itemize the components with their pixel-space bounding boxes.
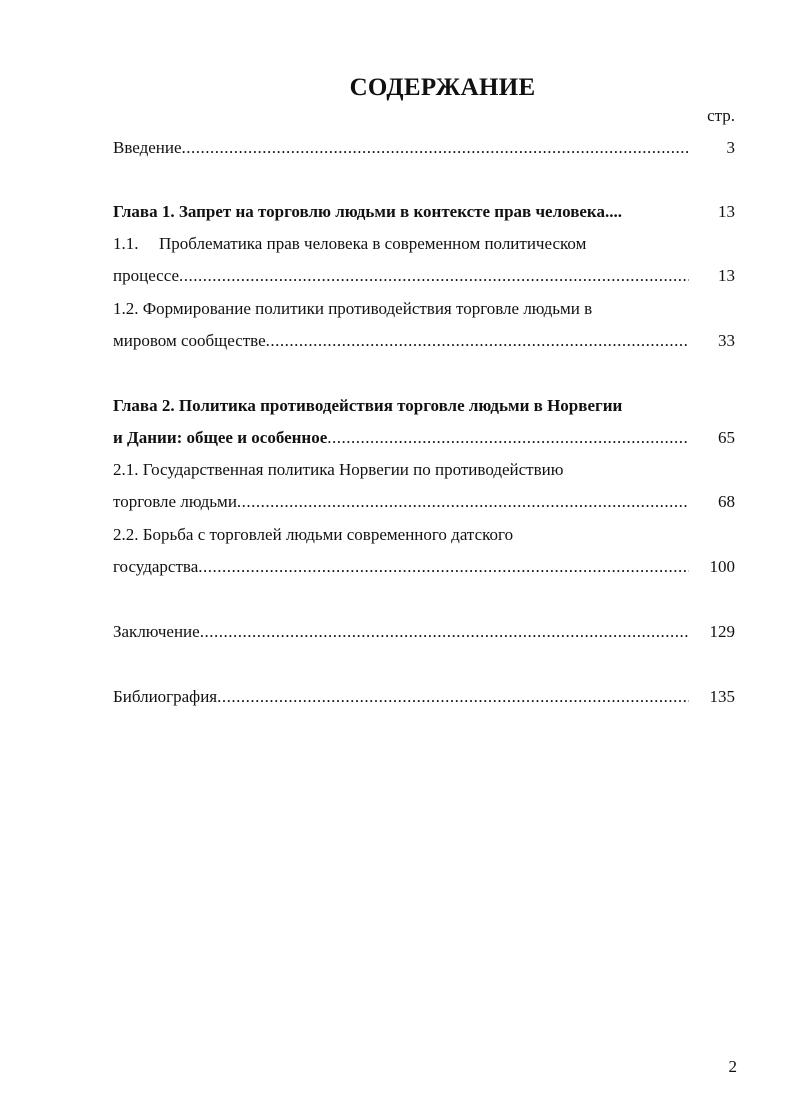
page-column-label: стр. xyxy=(707,106,735,125)
toc-page-number: 13 xyxy=(718,266,735,285)
dot-leader xyxy=(182,136,689,160)
toc-entry-text: Заключение xyxy=(113,622,200,641)
toc-entry-text: Библиография xyxy=(113,687,218,706)
toc-entry-2-2-line2 xyxy=(113,555,735,579)
toc-entry-text: Глава 2. Политика противодействия торговле людьми в Норвегии xyxy=(113,396,623,415)
toc-page-number: 135 xyxy=(709,687,735,706)
dot-leader xyxy=(179,264,689,288)
toc-entry-bibliography xyxy=(113,685,735,709)
toc-page-number: 68 xyxy=(718,492,735,511)
page-title: СОДЕРЖАНИЕ xyxy=(349,74,536,101)
dot-leader xyxy=(266,329,689,353)
toc-entry-1-1-line2 xyxy=(113,264,735,288)
toc-entry-text: Проблематика прав человека в современном политическом xyxy=(159,234,587,253)
toc-entry-text: и Дании: общее и особенное xyxy=(113,428,328,447)
section-number: 1.1. xyxy=(113,234,139,253)
toc-entry-text: Глава 1. Запрет на торговлю людьми в контексте прав человека.... xyxy=(113,202,622,221)
toc-entry-text: 2.1. Государственная политика Норвегии по противодействию xyxy=(113,460,564,479)
toc-entry-text: мировом сообществе xyxy=(113,331,266,350)
dot-leader xyxy=(217,685,689,709)
toc-entry-1-2-line1 xyxy=(113,297,735,321)
toc-entry-chapter-2-line2 xyxy=(113,426,735,450)
toc-entry-text: 1.2. Формирование политики противодействия торговле людьми в xyxy=(113,299,593,318)
toc-page-number: 65 xyxy=(718,428,735,447)
toc-entry-2-2-line1 xyxy=(113,523,735,547)
toc-page-number: 100 xyxy=(709,557,735,576)
page-number: 2 xyxy=(728,1057,737,1076)
toc-entry-conclusion xyxy=(113,620,735,644)
toc-page-number: 129 xyxy=(709,622,735,641)
dot-leader xyxy=(237,490,689,514)
toc-entry-intro xyxy=(113,136,735,160)
toc-entry-1-2-line2 xyxy=(113,329,735,353)
toc-entry-2-1-line1 xyxy=(113,458,735,482)
toc-entry-1-1-line1 xyxy=(113,232,735,256)
toc-entry-chapter-1 xyxy=(113,200,735,224)
toc-page-number: 13 xyxy=(718,202,735,221)
toc-entry-2-1-line2 xyxy=(113,490,735,514)
toc-entry-text: Введение xyxy=(113,138,182,157)
toc-page-number: 3 xyxy=(726,138,735,157)
dot-leader xyxy=(200,620,689,644)
toc-entry-chapter-2-line1 xyxy=(113,394,735,418)
toc-entry-text: 2.2. Борьба с торговлей людьми современного датского xyxy=(113,525,514,544)
dot-leader xyxy=(327,426,689,450)
toc-entry-text: торговле людьми xyxy=(113,492,237,511)
toc-page-number: 33 xyxy=(718,331,735,350)
toc-entry-text: процессе xyxy=(113,266,180,285)
dot-leader xyxy=(198,555,689,579)
toc-entry-text: государства xyxy=(113,557,199,576)
